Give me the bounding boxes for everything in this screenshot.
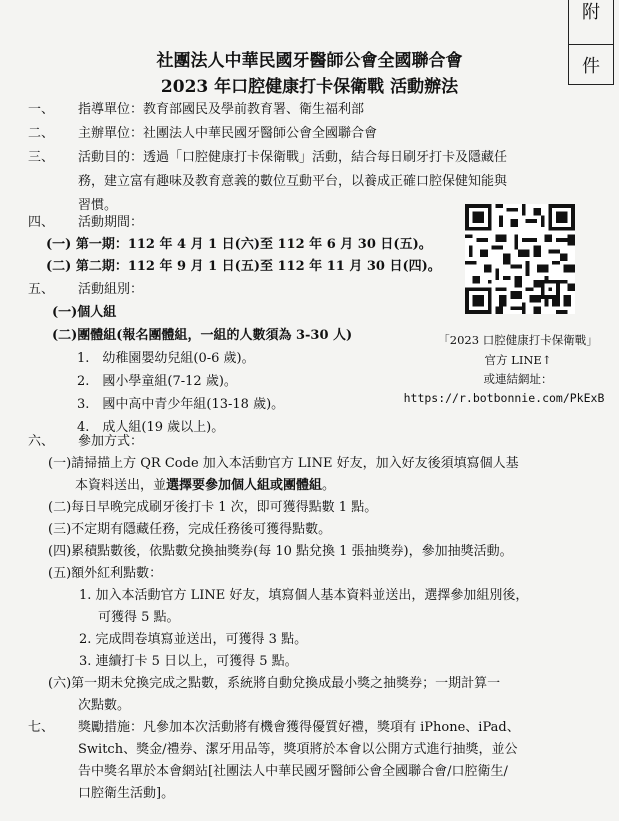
qr-caption-or-link: 或連結網址： xyxy=(483,372,553,386)
sec7-line-4: 口腔衛生活動]。 xyxy=(78,786,175,801)
sec1-number: 一、 xyxy=(28,102,55,117)
sec7-line-2: Switch、獎金/禮券、潔牙用品等，獎項將於本會以公開方式進行抽獎，並公 xyxy=(78,742,518,757)
sec7-number: 七、 xyxy=(28,720,55,735)
sec3-line-3: 習慣。 xyxy=(78,198,118,213)
qr-caption-line: 官方 LINE↑ xyxy=(484,353,552,367)
sec2-number: 二、 xyxy=(28,126,55,141)
title-org: 社團法人中華民國牙醫師公會全國聯合會 xyxy=(156,51,463,71)
bonus-item-2: 2. 完成問卷填寫並送出，可獲得 3 點。 xyxy=(79,632,308,647)
sec4-period-1: (一) 第一期：112 年 4 月 1 日(六)至 112 年 6 月 30 日(五)。 xyxy=(46,237,432,252)
title-event: 2023 年口腔健康打卡保衛戰 活動辦法 xyxy=(160,77,459,97)
sec4-label: 活動期間： xyxy=(78,215,144,230)
join-step-6-line-1: (六)第一期未兌換完成之點數，系統將自動兌換成最小獎之抽獎券；一期計算一 xyxy=(48,676,501,691)
event-url-link[interactable]: https://r.botbonnie.com/PkExB xyxy=(403,391,605,405)
sec7-line-1: 獎勵措施：凡參加本次活動將有機會獲得優質好禮，獎項有 iPhone、iPad、 xyxy=(78,720,520,735)
line-qr-code[interactable] xyxy=(465,204,575,314)
join-step-2: (二)每日早晚完成刷牙後打卡 1 次，即可獲得點數 1 點。 xyxy=(48,500,378,515)
join-step-1-line-2 xyxy=(75,477,335,495)
sec2-text: 主辦單位：社團法人中華民國牙醫師公會全國聯合會 xyxy=(78,126,378,141)
join-step-6-line-2: 次點數。 xyxy=(78,698,131,713)
sec7-line-3: 告中獎名單於本會網站[社團法人中華民國牙醫師公會全國聯合會/口腔衛生/ xyxy=(78,764,508,779)
sec4-period-2: (二) 第二期：112 年 9 月 1 日(五)至 112 年 11 月 30 日(四)。 xyxy=(46,259,441,274)
team-age-group-1: 1. 幼稚園嬰幼兒組(0-6 歲)。 xyxy=(77,351,255,366)
join-step-1-bold: 選擇要參加個人組或團體組 xyxy=(166,478,323,493)
group-team: (二)團體組(報名團體組，一組的人數須為 3-30 人) xyxy=(52,328,353,343)
bonus-item-1-line-1: 1. 加入本活動官方 LINE 好友，填寫個人基本資料並送出，選擇參加組別後， xyxy=(79,588,529,603)
join-step-1-line-1: (一)請掃描上方 QR Code 加入本活動官方 LINE 好友，加入好友後須填寫個人基 xyxy=(48,456,519,471)
join-step-3: (三)不定期有隱藏任務，完成任務後可獲得點數。 xyxy=(48,522,332,537)
join-step-5: (五)額外紅利點數： xyxy=(48,566,163,581)
bonus-item-3: 3. 連續打卡 5 日以上，可獲得 5 點。 xyxy=(79,654,298,669)
team-age-group-4: 4. 成人組(19 歲以上)。 xyxy=(77,420,225,435)
sec1-text: 指導單位：教育部國民及學前教育署、衛生福利部 xyxy=(78,102,365,117)
sec4-number: 四、 xyxy=(28,215,55,230)
team-age-group-3: 3. 國中高中青少年組(13-18 歲)。 xyxy=(77,397,285,412)
sec5-number: 五、 xyxy=(28,282,55,297)
join-step-4: (四)累積點數後，依點數兌換抽獎券(每 10 點兌換 1 張抽獎券)，參加抽獎活動。 xyxy=(48,544,513,559)
sec6-number: 六、 xyxy=(28,434,55,449)
stamp-char-1: 附 xyxy=(582,2,600,23)
sec6-label: 參加方式： xyxy=(78,434,144,449)
team-age-group-2: 2. 國小學童組(7-12 歲)。 xyxy=(77,374,237,389)
join-step-1-pre: 本資料送出，並 xyxy=(75,478,167,493)
sec5-label: 活動組別： xyxy=(78,282,144,297)
group-individual: (一)個人組 xyxy=(52,305,117,320)
qr-caption-title: 「2023 口腔健康打卡保衛戰」 xyxy=(438,333,598,347)
sec3-line-1: 活動目的：透過「口腔健康打卡保衛戰」活動，結合每日刷牙打卡及隱藏任 xyxy=(78,150,508,165)
join-step-1-post: 。 xyxy=(322,478,336,493)
bonus-item-1-line-2: 可獲得 5 點。 xyxy=(98,610,180,625)
sec3-number: 三、 xyxy=(28,150,55,165)
sec3-line-2: 務，建立富有趣味及教育意義的數位互動平台，以養成正確口腔保健知能與 xyxy=(78,174,508,189)
stamp-char-2: 件 xyxy=(582,56,600,77)
